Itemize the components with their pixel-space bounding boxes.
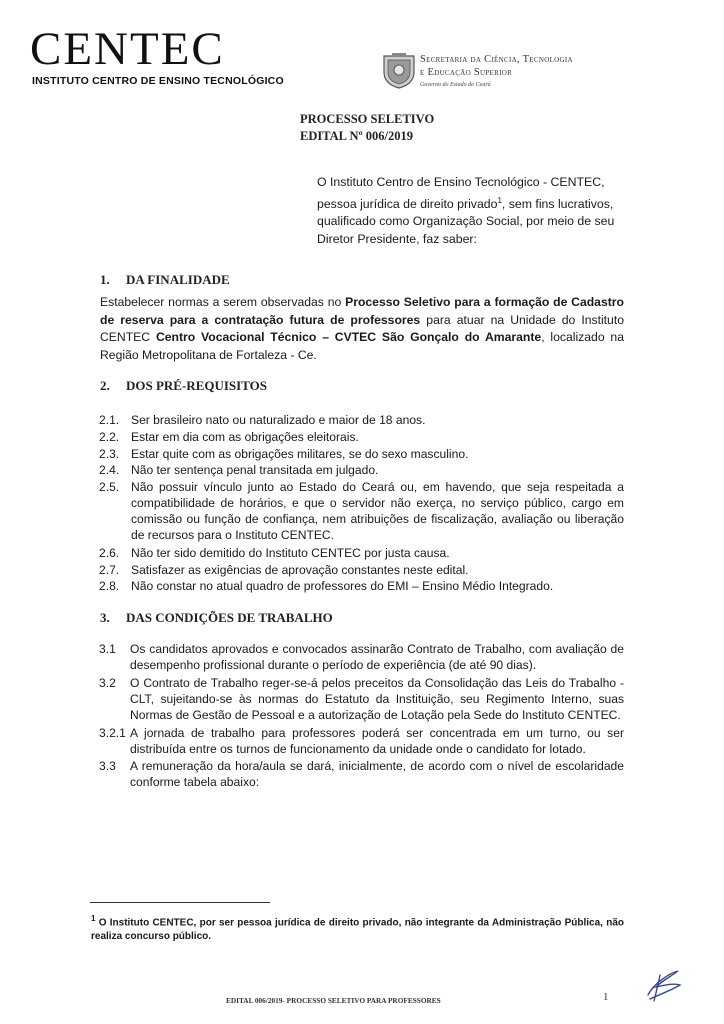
list-item bbox=[99, 412, 624, 428]
item-number: 2.8. bbox=[99, 579, 120, 593]
item-text: Não ter sido demitido do Instituto CENTEC por justa causa. bbox=[131, 546, 450, 560]
item-number: 3.1 bbox=[99, 642, 116, 656]
list-item bbox=[99, 446, 624, 462]
secretaria-line2: e Educação Superior bbox=[420, 67, 513, 78]
item-text: A jornada de trabalho para professores poderá ser concentrada em um turno, ou ser distribuída entre os turnos de funcionamento da unidade onde o candidato for lotado. bbox=[130, 726, 624, 756]
section-1-paragraph bbox=[100, 294, 624, 364]
intro-paragraph bbox=[317, 174, 623, 248]
list-item bbox=[99, 462, 624, 478]
page-number: 1 bbox=[603, 991, 609, 1003]
intro-text-a: O Instituto Centro de Ensino Tecnológico - CENTEC, pessoa jurídica de direito privado bbox=[317, 175, 605, 211]
item-number: 2.6. bbox=[99, 546, 120, 560]
item-number: 2.3. bbox=[99, 447, 120, 461]
intro-text-b: , sem fins lucrativos, qualificado como Organização Social, por meio de seu Diretor Presidente, faz saber: bbox=[317, 196, 615, 246]
footnote bbox=[91, 912, 624, 944]
list-item bbox=[99, 479, 624, 543]
item-number: 3.3 bbox=[99, 759, 116, 773]
page-footer: EDITAL 006/2019- PROCESSO SELETIVO PARA PROFESSORES bbox=[226, 996, 441, 1005]
list-item bbox=[99, 675, 624, 723]
list-item bbox=[99, 725, 624, 757]
section-2-title bbox=[100, 378, 267, 394]
centec-logo-subtitle: INSTITUTO CENTRO DE ENSINO TECNOLÓGICO bbox=[32, 75, 284, 87]
footnote-divider bbox=[90, 902, 270, 903]
item-text: O Contrato de Trabalho reger-se-á pelos preceitos da Consolidação das Leis do Trabalho - CLT, sujeitando-se às normas do Estatuto da Instituição, seu Regimento Interno, suas Normas de Gestão de Pessoal e a autorização de Lotação pela Sede do Instituto CENTEC. bbox=[130, 676, 624, 722]
secretaria-line1: Secretaria da Ciência, Tecnologia bbox=[420, 54, 573, 65]
list-item bbox=[99, 641, 624, 673]
section-3-label: DAS CONDIÇÕES DE TRABALHO bbox=[126, 610, 333, 625]
item-number: 2.1. bbox=[99, 413, 120, 427]
item-text: Não ter sentença penal transitada em julgado. bbox=[131, 463, 379, 477]
item-text: Ser brasileiro nato ou naturalizado e maior de 18 anos. bbox=[131, 413, 426, 427]
section-2-label: DOS PRÉ-REQUISITOS bbox=[126, 378, 267, 393]
list-item bbox=[99, 578, 624, 594]
s1-text-b: Processo Seletivo para a formação de Cadastro de reserva para a contratação futura de professores bbox=[100, 295, 624, 327]
item-text: Os candidatos aprovados e convocados assinarão Contrato de Trabalho, com avaliação de desempenho profissional durante o período de experiência (de até 90 dias). bbox=[130, 642, 624, 672]
section-3-number: 3. bbox=[100, 610, 110, 625]
s1-text-d: Centro Vocacional Técnico – CVTEC São Gonçalo do Amarante bbox=[155, 330, 542, 344]
list-item bbox=[99, 758, 624, 790]
footnote-text: O Instituto CENTEC, por ser pessoa jurídica de direito privado, não integrante da Administração Pública, não realiza concurso público. bbox=[91, 917, 624, 943]
item-number: 3.2 bbox=[99, 676, 116, 690]
item-number: 2.5. bbox=[99, 480, 120, 494]
section-1-number: 1. bbox=[100, 272, 110, 287]
state-seal-icon bbox=[382, 52, 416, 90]
item-text: Satisfazer as exigências de aprovação constantes neste edital. bbox=[131, 563, 469, 577]
section-2-number: 2. bbox=[100, 378, 110, 393]
secretaria-name bbox=[420, 53, 573, 79]
centec-logo: CENTEC bbox=[30, 23, 225, 75]
item-text: A remuneração da hora/aula se dará, inicialmente, de acordo com o nível de escolaridade conforme tabela abaixo: bbox=[130, 759, 624, 789]
item-number: 3.2.1 bbox=[99, 726, 126, 740]
footnote-ref: 1 bbox=[497, 195, 502, 205]
item-text: Não possuir vínculo junto ao Estado do Ceará ou, em havendo, que seja respeitada a compatibilidade de horários, e que o servidor não exerça, no serviço público, cargo em comissão ou função de confiança, nem atribuições de fiscalização, avaliação ou liberação de recursos para o Instituto CENTEC. bbox=[131, 480, 624, 542]
s1-text-e: , localizado na Região Metropolitana de Fortaleza - Ce. bbox=[100, 330, 624, 362]
section-1-title bbox=[100, 272, 230, 288]
signature-icon bbox=[640, 965, 686, 1005]
footnote-mark: 1 bbox=[91, 914, 96, 923]
item-text: Estar quite com as obrigações militares, se do sexo masculino. bbox=[131, 447, 469, 461]
list-item bbox=[99, 562, 624, 578]
s1-text-c: para atuar na Unidade do Instituto CENTEC bbox=[100, 312, 624, 344]
item-text: Não constar no atual quadro de professores do EMI – Ensino Médio Integrado. bbox=[131, 579, 554, 593]
list-item bbox=[99, 545, 624, 561]
section-3-title bbox=[100, 610, 333, 626]
item-number: 2.7. bbox=[99, 563, 120, 577]
edital-number: EDITAL Nº 006/2019 bbox=[300, 129, 413, 143]
doc-title: PROCESSO SELETIVO bbox=[300, 112, 435, 126]
item-text: Estar em dia com as obrigações eleitorais. bbox=[131, 430, 359, 444]
s1-text-a: Estabelecer normas a serem observadas no bbox=[100, 295, 346, 309]
governo-label: Governo do Estado do Ceará bbox=[420, 82, 491, 88]
item-number: 2.2. bbox=[99, 430, 120, 444]
section-1-label: DA FINALIDADE bbox=[126, 272, 230, 287]
item-number: 2.4. bbox=[99, 463, 120, 477]
list-item bbox=[99, 429, 624, 445]
